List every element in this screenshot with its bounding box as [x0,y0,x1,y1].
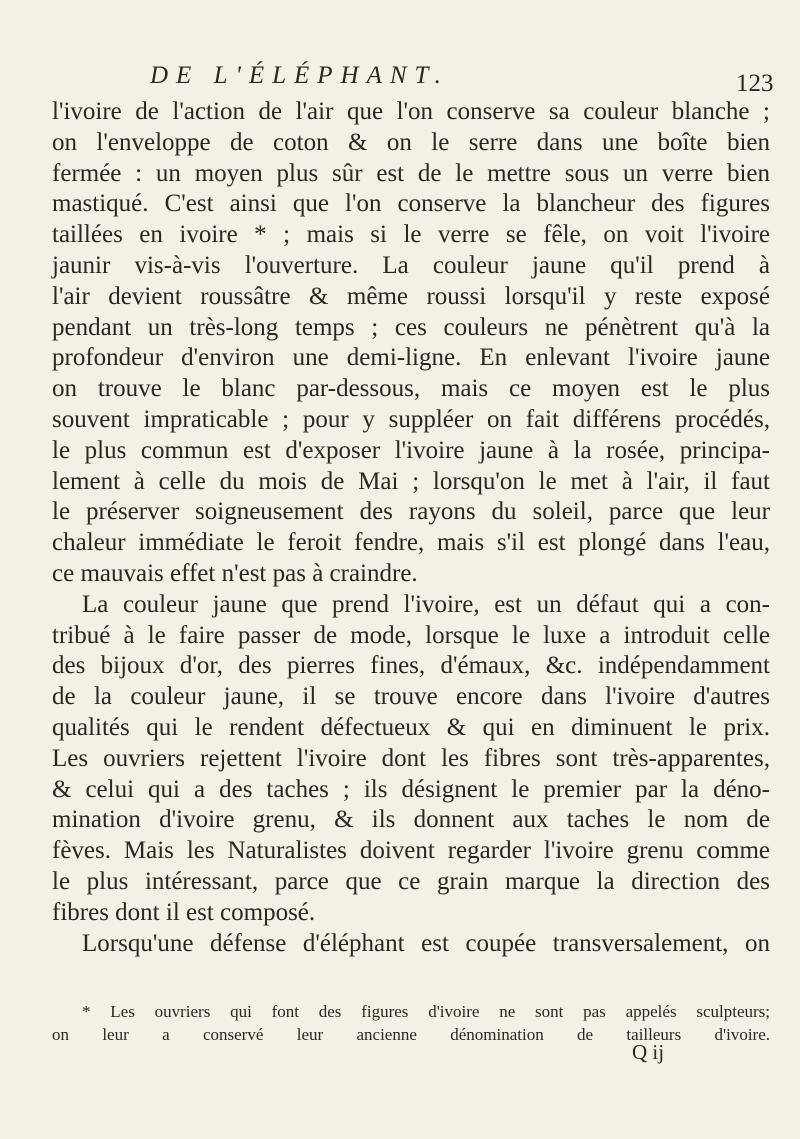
body-line: ce mauvais effet n'est pas à craindre. [52,559,418,587]
body-line: le plus intéressant, parce que ce grain marque la direction des [52,867,770,895]
body-text [52,97,770,959]
body-line: de la couleur jaune, il se trouve encore dans l'ivoire d'autres [52,683,770,711]
body-line: lement à celle du mois de Mai ; lorsqu'on le met à l'air, il faut [52,467,770,495]
body-line: tribué à le faire passer de mode, lorsque le luxe a introduit celle [52,621,770,649]
footnote-line: on leur a conservé leur ancienne dénomination de tailleurs d'ivoire. [52,1025,770,1044]
body-line: fermée : un moyen plus sûr est de le mettre sous un verre bien [52,159,770,187]
footnote-line: * Les ouvriers qui font des figures d'ivoire ne sont pas appelés sculpteurs; [82,1002,770,1021]
body-line: l'air devient roussâtre & même roussi lorsqu'il y reste exposé [52,282,770,310]
body-line: mination d'ivoire grenu, & ils donnent aux taches le nom de [52,806,770,834]
body-line: jaunir vis-à-vis l'ouverture. La couleur jaune qu'il prend à [52,251,770,279]
body-line: La couleur jaune que prend l'ivoire, est un défaut qui a con- [82,590,770,618]
body-line: & celui qui a des taches ; ils désignent le premier par la déno- [52,775,770,803]
body-line: on l'enveloppe de coton & on le serre dans une boîte bien [52,128,770,156]
body-line: l'ivoire de l'action de l'air que l'on conserve sa couleur blanche ; [52,98,770,125]
body-line: on trouve le blanc par-dessous, mais ce moyen est le plus [52,375,770,403]
body-line: le plus commun est d'exposer l'ivoire jaune à la rosée, principa- [52,436,770,464]
body-line: pendant un très-long temps ; ces couleurs ne pénètrent qu'à la [52,313,770,341]
body-line: taillées en ivoire * ; mais si le verre se fêle, on voit l'ivoire [52,221,770,249]
page-number: 123 [736,70,774,97]
body-line: chaleur immédiate le feroit fendre, mais s'il est plongé dans l'eau, [52,529,770,557]
body-line: Les ouvriers rejettent l'ivoire dont les fibres sont très-apparentes, [52,744,770,772]
body-line: le préserver soigneusement des rayons du soleil, parce que leur [52,498,770,526]
body-line: Lorsqu'une défense d'éléphant est coupée transversalement, on [82,929,770,957]
body-line: qualités qui le rendent défectueux & qui en diminuent le prix. [52,713,770,741]
signature-mark: Q ij [632,1040,665,1064]
body-line: mastiqué. C'est ainsi que l'on conserve la blancheur des figures [52,190,770,218]
body-line: profondeur d'environ une demi-ligne. En enlevant l'ivoire jaune [52,344,770,372]
running-head: DE L'ÉLÉPHANT. [150,62,449,89]
body-line: souvent impraticable ; pour y suppléer on fait différens procédés, [52,405,770,433]
body-line: fibres dont il est composé. [52,898,316,926]
body-line: des bijoux d'or, des pierres fines, d'émaux, &c. indépendamment [52,652,770,680]
body-line: fèves. Mais les Naturalistes doivent regarder l'ivoire grenu comme [52,837,770,865]
